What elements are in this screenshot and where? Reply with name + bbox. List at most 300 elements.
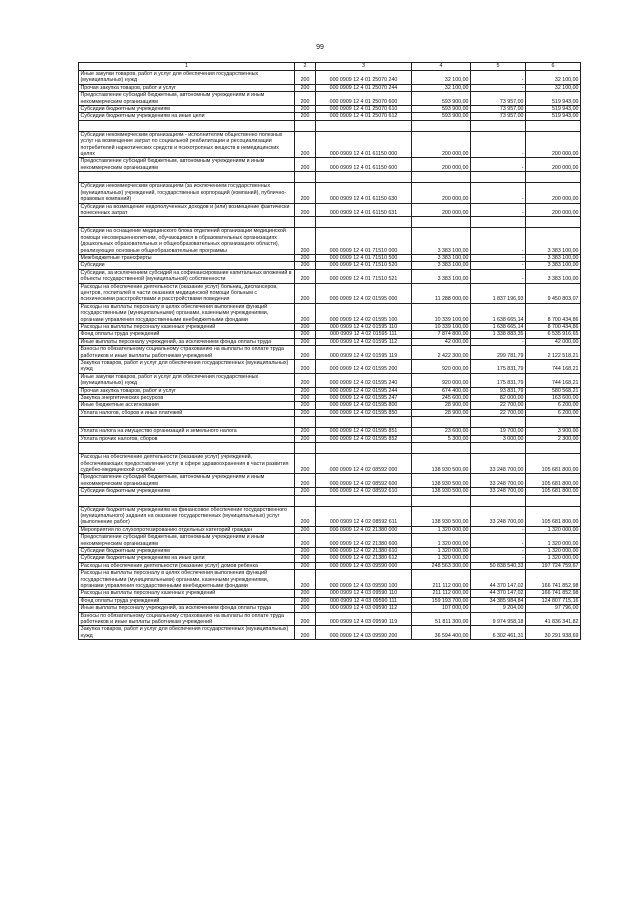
- remaining-amount: 163 600,00: [526, 395, 581, 402]
- budget-code: 000 0909 12 4 03 09590 100: [316, 570, 412, 590]
- empty-cell: [471, 417, 526, 428]
- budget-code: 000 0909 12 4 02 01595 247: [316, 395, 412, 402]
- executed-amount: 9 974 958,18: [471, 612, 526, 626]
- empty-cell: [295, 495, 316, 506]
- remaining-amount: 6 200,00: [526, 409, 581, 416]
- budget-code: 000 0909 12 4 01 61150 000: [316, 131, 412, 158]
- row-name: Иные выплаты персоналу учреждений, за исключением фонда оплаты труда: [79, 338, 295, 345]
- table-row: [79, 228, 581, 255]
- spacer-row: [79, 172, 581, 183]
- column-header: 4: [412, 63, 471, 71]
- table-row: [79, 488, 581, 495]
- approved-amount: 3 383 100,00: [412, 269, 471, 283]
- row-name: Расходы на обеспечение деятельности (оказание услуг) учреждений, обеспечивающих предоставление услуг в сфере здравоохранения в части развития судебно-медицинской службы: [79, 454, 295, 474]
- executed-amount: -: [471, 526, 526, 533]
- row-name: Фонд оплаты труда учреждений: [79, 597, 295, 604]
- table-row: [79, 360, 581, 374]
- remaining-amount: 580 568,21: [526, 387, 581, 394]
- approved-amount: 593 900,00: [412, 113, 471, 120]
- table-row: [79, 92, 581, 106]
- executed-amount: 9 204,00: [471, 605, 526, 612]
- budget-code: 000 0909 12 4 01 25070 612: [316, 113, 412, 120]
- executed-amount: -: [471, 338, 526, 345]
- empty-cell: [295, 443, 316, 454]
- empty-cell: [295, 217, 316, 228]
- empty-cell: [526, 217, 581, 228]
- admin-code: 200: [295, 612, 316, 626]
- table-row: [79, 555, 581, 562]
- budget-code: 000 0909 12 4 02 01595 850: [316, 409, 412, 416]
- remaining-amount: 1 320 000,00: [526, 534, 581, 548]
- table-row: [79, 269, 581, 283]
- budget-code: 000 0909 12 4 02 01595 111: [316, 331, 412, 338]
- empty-cell: [79, 443, 295, 454]
- table-row: [79, 395, 581, 402]
- empty-cell: [526, 172, 581, 183]
- table-row: [79, 373, 581, 387]
- budget-code: 000 0909 12 4 02 21380 000: [316, 526, 412, 533]
- approved-amount: 138 930 500,00: [412, 474, 471, 488]
- approved-amount: 36 594 400,00: [412, 626, 471, 640]
- remaining-amount: 9 450 803,07: [526, 283, 581, 303]
- admin-code: 200: [295, 324, 316, 331]
- approved-amount: 42 000,00: [412, 338, 471, 345]
- empty-cell: [295, 172, 316, 183]
- row-name: Субсидии бюджетным учреждениям: [79, 547, 295, 554]
- remaining-amount: 105 681 800,00: [526, 474, 581, 488]
- executed-amount: 19 700,00: [471, 428, 526, 435]
- table-row: [79, 331, 581, 338]
- table-row: [79, 435, 581, 442]
- admin-code: 200: [295, 534, 316, 548]
- budget-code: 000 0909 12 4 02 21380 610: [316, 547, 412, 554]
- table-row: [79, 324, 581, 331]
- table-row: [79, 158, 581, 172]
- executed-amount: -: [471, 183, 526, 203]
- remaining-amount: 8 700 434,86: [526, 303, 581, 323]
- row-name: Субсидии на возмещение недополученных доходов и (или) возмещение фактически понесенных затрат: [79, 203, 295, 217]
- budget-table: [78, 62, 581, 640]
- empty-cell: [471, 443, 526, 454]
- executed-amount: 44 370 147,02: [471, 590, 526, 597]
- empty-cell: [412, 417, 471, 428]
- executed-amount: 82 000,00: [471, 395, 526, 402]
- budget-code: 000 0909 12 4 03 09590 110: [316, 590, 412, 597]
- table-row: [79, 547, 581, 554]
- admin-code: 200: [295, 228, 316, 255]
- row-name: Субсидии бюджетным учреждениям: [79, 106, 295, 113]
- executed-amount: 1 638 665,14: [471, 324, 526, 331]
- budget-code: 000 0909 12 4 02 08592 610: [316, 488, 412, 495]
- remaining-amount: 41 836 341,82: [526, 612, 581, 626]
- empty-cell: [471, 217, 526, 228]
- approved-amount: 248 563 300,00: [412, 562, 471, 569]
- empty-cell: [526, 120, 581, 131]
- approved-amount: 920 000,00: [412, 373, 471, 387]
- remaining-amount: 519 943,00: [526, 106, 581, 113]
- empty-cell: [295, 417, 316, 428]
- executed-amount: 93 831,79: [471, 387, 526, 394]
- admin-code: 200: [295, 402, 316, 409]
- remaining-amount: 744 168,21: [526, 373, 581, 387]
- admin-code: 200: [295, 331, 316, 338]
- admin-code: 200: [295, 562, 316, 569]
- table-row: [79, 626, 581, 640]
- table-row: [79, 590, 581, 597]
- row-name: Субсидии, за исключением субсидий на софинансирование капитальных вложений в объекты государственной (муниципальной) собственности: [79, 269, 295, 283]
- executed-amount: 44 370 147,02: [471, 570, 526, 590]
- approved-amount: 23 600,00: [412, 428, 471, 435]
- admin-code: 200: [295, 395, 316, 402]
- empty-cell: [316, 443, 412, 454]
- row-name: Предоставление субсидий бюджетным, автономным учреждениям и иным некоммерческим организациям: [79, 474, 295, 488]
- executed-amount: 33 248 700,00: [471, 454, 526, 474]
- table-row: [79, 346, 581, 360]
- remaining-amount: 3 383 100,00: [526, 262, 581, 269]
- admin-code: 200: [295, 346, 316, 360]
- approved-amount: 138 930 500,00: [412, 454, 471, 474]
- remaining-amount: 3 383 100,00: [526, 269, 581, 283]
- table-row: [79, 283, 581, 303]
- row-name: Расходы на выплаты персоналу в целях обеспечения выполнения функций государственными (муниципальными) органами, казенными учреждениями, органами управления государственными внебюджетными фондами: [79, 570, 295, 590]
- budget-code: 000 0909 12 4 02 01595 244: [316, 387, 412, 394]
- admin-code: 200: [295, 183, 316, 203]
- empty-cell: [412, 443, 471, 454]
- executed-amount: -: [471, 262, 526, 269]
- table-row: [79, 183, 581, 203]
- row-name: Фонд оплаты труда учреждений: [79, 331, 295, 338]
- executed-amount: 1 638 665,14: [471, 303, 526, 323]
- approved-amount: 3 383 100,00: [412, 228, 471, 255]
- budget-code: 000 0909 12 4 02 01595 800: [316, 402, 412, 409]
- budget-code: 000 0909 12 4 02 01595 852: [316, 435, 412, 442]
- empty-cell: [526, 417, 581, 428]
- approved-amount: 200 000,00: [412, 183, 471, 203]
- executed-amount: -: [471, 254, 526, 261]
- remaining-amount: 1 320 000,00: [526, 526, 581, 533]
- row-name: Уплата налогов, сборов и иных платежей: [79, 409, 295, 416]
- table-row: [79, 387, 581, 394]
- empty-cell: [526, 495, 581, 506]
- admin-code: 200: [295, 387, 316, 394]
- row-name: Прочая закупка товаров, работ и услуг: [79, 84, 295, 91]
- executed-amount: 34 385 984,84: [471, 597, 526, 604]
- remaining-amount: 200 000,00: [526, 158, 581, 172]
- column-header: 2: [295, 63, 316, 71]
- empty-cell: [295, 120, 316, 131]
- row-name: Субсидии на оснащение медицинского блока отделений организации медицинской помощи несовершеннолетним, обучающимся в образовательных организациях (дошкольных образовательных и общеобразовательных организациях области), реализующих основные общеобразовательные программы: [79, 228, 295, 255]
- admin-code: 200: [295, 262, 316, 269]
- approved-amount: 2 422 300,00: [412, 346, 471, 360]
- empty-cell: [79, 495, 295, 506]
- budget-code: 000 0909 12 4 01 25070 240: [316, 71, 412, 85]
- empty-cell: [412, 120, 471, 131]
- table-row: [79, 562, 581, 569]
- approved-amount: 28 900,00: [412, 402, 471, 409]
- row-name: Закупка товаров, работ и услуг для обеспечения государственных (муниципальных) нужд: [79, 626, 295, 640]
- approved-amount: 10 339 100,00: [412, 324, 471, 331]
- remaining-amount: 200 000,00: [526, 203, 581, 217]
- column-header: 3: [316, 63, 412, 71]
- table-body: [79, 71, 581, 640]
- table-row: [79, 131, 581, 158]
- remaining-amount: 519 943,00: [526, 113, 581, 120]
- admin-code: 200: [295, 590, 316, 597]
- admin-code: 200: [295, 555, 316, 562]
- remaining-amount: 200 000,00: [526, 131, 581, 158]
- approved-amount: 28 900,00: [412, 409, 471, 416]
- executed-amount: 6 302 461,31: [471, 626, 526, 640]
- budget-code: 000 0909 12 4 02 08592 000: [316, 454, 412, 474]
- admin-code: 200: [295, 303, 316, 323]
- row-name: Субсидии: [79, 262, 295, 269]
- admin-code: 200: [295, 626, 316, 640]
- executed-amount: 33 248 700,00: [471, 474, 526, 488]
- admin-code: 200: [295, 158, 316, 172]
- empty-cell: [471, 495, 526, 506]
- approved-amount: 3 383 100,00: [412, 254, 471, 261]
- budget-code: 000 0909 12 4 01 25070 600: [316, 92, 412, 106]
- table-row: [79, 254, 581, 261]
- row-name: Предоставление субсидий бюджетным, автономным учреждениям и иным некоммерческим организациям: [79, 534, 295, 548]
- approved-amount: 211 112 000,00: [412, 570, 471, 590]
- row-name: Взносы по обязательному социальному страхованию на выплаты по оплате труда работников и иные выплаты работникам учреждений: [79, 346, 295, 360]
- spacer-row: [79, 417, 581, 428]
- admin-code: 200: [295, 113, 316, 120]
- empty-cell: [79, 120, 295, 131]
- remaining-amount: 744 168,21: [526, 360, 581, 374]
- approved-amount: 211 112 000,00: [412, 590, 471, 597]
- approved-amount: 593 900,00: [412, 106, 471, 113]
- admin-code: 200: [295, 373, 316, 387]
- table-row: [79, 605, 581, 612]
- row-name: Уплата налога на имущество организаций и земельного налога: [79, 428, 295, 435]
- budget-code: 000 0909 12 4 01 61150 630: [316, 183, 412, 203]
- row-name: Иные выплаты персоналу учреждений, за исключением фонда оплаты труда: [79, 605, 295, 612]
- executed-amount: -: [471, 84, 526, 91]
- admin-code: 200: [295, 435, 316, 442]
- column-header: 1: [79, 63, 295, 71]
- executed-amount: 33 248 700,00: [471, 488, 526, 495]
- table-row: [79, 506, 581, 526]
- approved-amount: 138 930 500,00: [412, 488, 471, 495]
- empty-cell: [316, 120, 412, 131]
- executed-amount: -: [471, 203, 526, 217]
- remaining-amount: 166 741 852,98: [526, 590, 581, 597]
- approved-amount: 200 000,00: [412, 158, 471, 172]
- approved-amount: 32 100,00: [412, 71, 471, 85]
- table-row: [79, 262, 581, 269]
- table-row: [79, 338, 581, 345]
- table-row: [79, 570, 581, 590]
- budget-code: 000 0909 12 4 03 09590 119: [316, 612, 412, 626]
- remaining-amount: 2 122 518,21: [526, 346, 581, 360]
- row-name: Закупка энергетических ресурсов: [79, 395, 295, 402]
- admin-code: 200: [295, 526, 316, 533]
- approved-amount: 920 000,00: [412, 360, 471, 374]
- remaining-amount: 3 900,00: [526, 428, 581, 435]
- executed-amount: 175 831,79: [471, 373, 526, 387]
- budget-code: 000 0909 12 4 01 71510 521: [316, 269, 412, 283]
- remaining-amount: 32 100,00: [526, 71, 581, 85]
- approved-amount: 5 300,00: [412, 435, 471, 442]
- executed-amount: 1 338 883,35: [471, 331, 526, 338]
- budget-code: 000 0909 12 4 01 71510 000: [316, 228, 412, 255]
- row-name: Расходы на выплаты персоналу казенных учреждений: [79, 590, 295, 597]
- budget-code: 000 0909 12 4 02 01595 110: [316, 324, 412, 331]
- executed-amount: 299 781,79: [471, 346, 526, 360]
- executed-amount: -: [471, 158, 526, 172]
- empty-cell: [412, 495, 471, 506]
- budget-code: 000 0909 12 4 02 01595 240: [316, 373, 412, 387]
- row-name: Иные закупки товаров, работ и услуг для обеспечения государственных (муниципальных) нужд: [79, 373, 295, 387]
- table-row: [79, 303, 581, 323]
- remaining-amount: 200 000,00: [526, 183, 581, 203]
- admin-code: 200: [295, 84, 316, 91]
- remaining-amount: 124 807 715,16: [526, 597, 581, 604]
- empty-cell: [316, 217, 412, 228]
- remaining-amount: 105 681 800,00: [526, 506, 581, 526]
- admin-code: 200: [295, 131, 316, 158]
- approved-amount: 11 288 000,00: [412, 283, 471, 303]
- remaining-amount: 32 100,00: [526, 84, 581, 91]
- admin-code: 200: [295, 488, 316, 495]
- executed-amount: -: [471, 534, 526, 548]
- row-name: Расходы на обеспечение деятельности (оказание услуг) домов ребенка: [79, 562, 295, 569]
- row-name: Расходы на выплаты персоналу в целях обеспечения выполнения функций государственными (муниципальными) органами, казенными учреждениями, органами управления государственными внебюджетными фондами: [79, 303, 295, 323]
- empty-cell: [526, 443, 581, 454]
- approved-amount: 593 900,00: [412, 92, 471, 106]
- budget-code: 000 0909 12 4 02 01595 119: [316, 346, 412, 360]
- spacer-row: [79, 217, 581, 228]
- empty-cell: [316, 417, 412, 428]
- remaining-amount: 97 796,00: [526, 605, 581, 612]
- table-row: [79, 402, 581, 409]
- admin-code: 200: [295, 203, 316, 217]
- approved-amount: 200 000,00: [412, 131, 471, 158]
- remaining-amount: 6 200,00: [526, 402, 581, 409]
- executed-amount: -: [471, 71, 526, 85]
- admin-code: 200: [295, 506, 316, 526]
- row-name: Закупка товаров, работ и услуг для обеспечения государственных (муниципальных) нужд: [79, 360, 295, 374]
- empty-cell: [471, 120, 526, 131]
- approved-amount: 138 930 500,00: [412, 506, 471, 526]
- column-header: 5: [471, 63, 526, 71]
- admin-code: 200: [295, 547, 316, 554]
- table-row: [79, 409, 581, 416]
- approved-amount: 1 320 000,00: [412, 547, 471, 554]
- spacer-row: [79, 495, 581, 506]
- budget-code: 000 0909 12 4 03 09590 112: [316, 605, 412, 612]
- approved-amount: 1 320 000,00: [412, 526, 471, 533]
- executed-amount: 33 248 700,00: [471, 506, 526, 526]
- admin-code: 200: [295, 409, 316, 416]
- budget-code: 000 0909 12 4 02 21380 600: [316, 534, 412, 548]
- table-row: [79, 106, 581, 113]
- executed-amount: -: [471, 228, 526, 255]
- column-header: 6: [526, 63, 581, 71]
- remaining-amount: 166 741 852,98: [526, 570, 581, 590]
- table-row: [79, 203, 581, 217]
- admin-code: 200: [295, 360, 316, 374]
- approved-amount: 159 193 700,00: [412, 597, 471, 604]
- table-row: [79, 534, 581, 548]
- budget-code: 000 0909 12 4 02 21380 612: [316, 555, 412, 562]
- empty-cell: [471, 172, 526, 183]
- empty-cell: [79, 417, 295, 428]
- approved-amount: 10 339 100,00: [412, 303, 471, 323]
- row-name: Прочая закупка товаров, работ и услуг: [79, 387, 295, 394]
- approved-amount: 7 874 800,00: [412, 331, 471, 338]
- spacer-row: [79, 120, 581, 131]
- admin-code: 200: [295, 71, 316, 85]
- empty-cell: [316, 495, 412, 506]
- remaining-amount: 1 320 000,00: [526, 547, 581, 554]
- budget-code: 000 0909 12 4 02 01595 112: [316, 338, 412, 345]
- budget-code: 000 0909 12 4 01 61150 600: [316, 158, 412, 172]
- row-name: Субсидии некоммерческим организациям (за исключением государственных (муниципальных) учреждений, государственных корпораций (компаний), публично-правовых компаний): [79, 183, 295, 203]
- admin-code: 200: [295, 338, 316, 345]
- approved-amount: 1 320 000,00: [412, 555, 471, 562]
- executed-amount: 73 957,00: [471, 106, 526, 113]
- executed-amount: 73 957,00: [471, 92, 526, 106]
- executed-amount: 3 000,00: [471, 435, 526, 442]
- approved-amount: 674 400,00: [412, 387, 471, 394]
- remaining-amount: 6 535 916,65: [526, 331, 581, 338]
- approved-amount: 1 320 000,00: [412, 534, 471, 548]
- row-name: Мероприятия по слухопротезированию отдельных категорий граждан: [79, 526, 295, 533]
- admin-code: 200: [295, 283, 316, 303]
- budget-code: 000 0909 12 4 01 25070 610: [316, 106, 412, 113]
- remaining-amount: 519 943,00: [526, 92, 581, 106]
- approved-amount: 200 000,00: [412, 203, 471, 217]
- remaining-amount: 3 383 100,00: [526, 228, 581, 255]
- table-row: [79, 84, 581, 91]
- remaining-amount: 8 700 434,86: [526, 324, 581, 331]
- row-name: Уплата прочих налогов, сборов: [79, 435, 295, 442]
- executed-amount: -: [471, 555, 526, 562]
- remaining-amount: 3 383 100,00: [526, 254, 581, 261]
- row-name: Взносы по обязательному социальному страхованию на выплаты по оплате труда работников и иные выплаты работникам учреждений: [79, 612, 295, 626]
- budget-code: 000 0909 12 4 01 61150 631: [316, 203, 412, 217]
- admin-code: 200: [295, 597, 316, 604]
- executed-amount: 73 957,00: [471, 113, 526, 120]
- table-row: [79, 526, 581, 533]
- row-name: Субсидии бюджетным учреждениям на иные цели: [79, 555, 295, 562]
- row-name: Расходы на выплаты персоналу казенных учреждений: [79, 324, 295, 331]
- table-row: [79, 113, 581, 120]
- row-name: Иные закупки товаров, работ и услуг для обеспечения государственных (муниципальных) нужд: [79, 71, 295, 85]
- budget-code: 000 0909 12 4 03 09590 200: [316, 626, 412, 640]
- column-number-row: [79, 63, 581, 71]
- table-row: [79, 454, 581, 474]
- budget-code: 000 0909 12 4 02 01595 100: [316, 303, 412, 323]
- executed-amount: 22 700,00: [471, 402, 526, 409]
- table-row: [79, 474, 581, 488]
- row-name: Предоставление субсидий бюджетным, автономным учреждениям и иным некоммерческим организациям: [79, 92, 295, 106]
- executed-amount: -: [471, 131, 526, 158]
- executed-amount: 50 838 540,33: [471, 562, 526, 569]
- budget-code: 000 0909 12 4 02 08592 600: [316, 474, 412, 488]
- remaining-amount: 30 291 938,69: [526, 626, 581, 640]
- executed-amount: 175 831,79: [471, 360, 526, 374]
- budget-code: 000 0909 12 4 01 71510 520: [316, 262, 412, 269]
- admin-code: 200: [295, 428, 316, 435]
- admin-code: 200: [295, 254, 316, 261]
- row-name: Иные бюджетные ассигнования: [79, 402, 295, 409]
- approved-amount: 51 811 300,00: [412, 612, 471, 626]
- budget-code: 000 0909 12 4 02 01595 851: [316, 428, 412, 435]
